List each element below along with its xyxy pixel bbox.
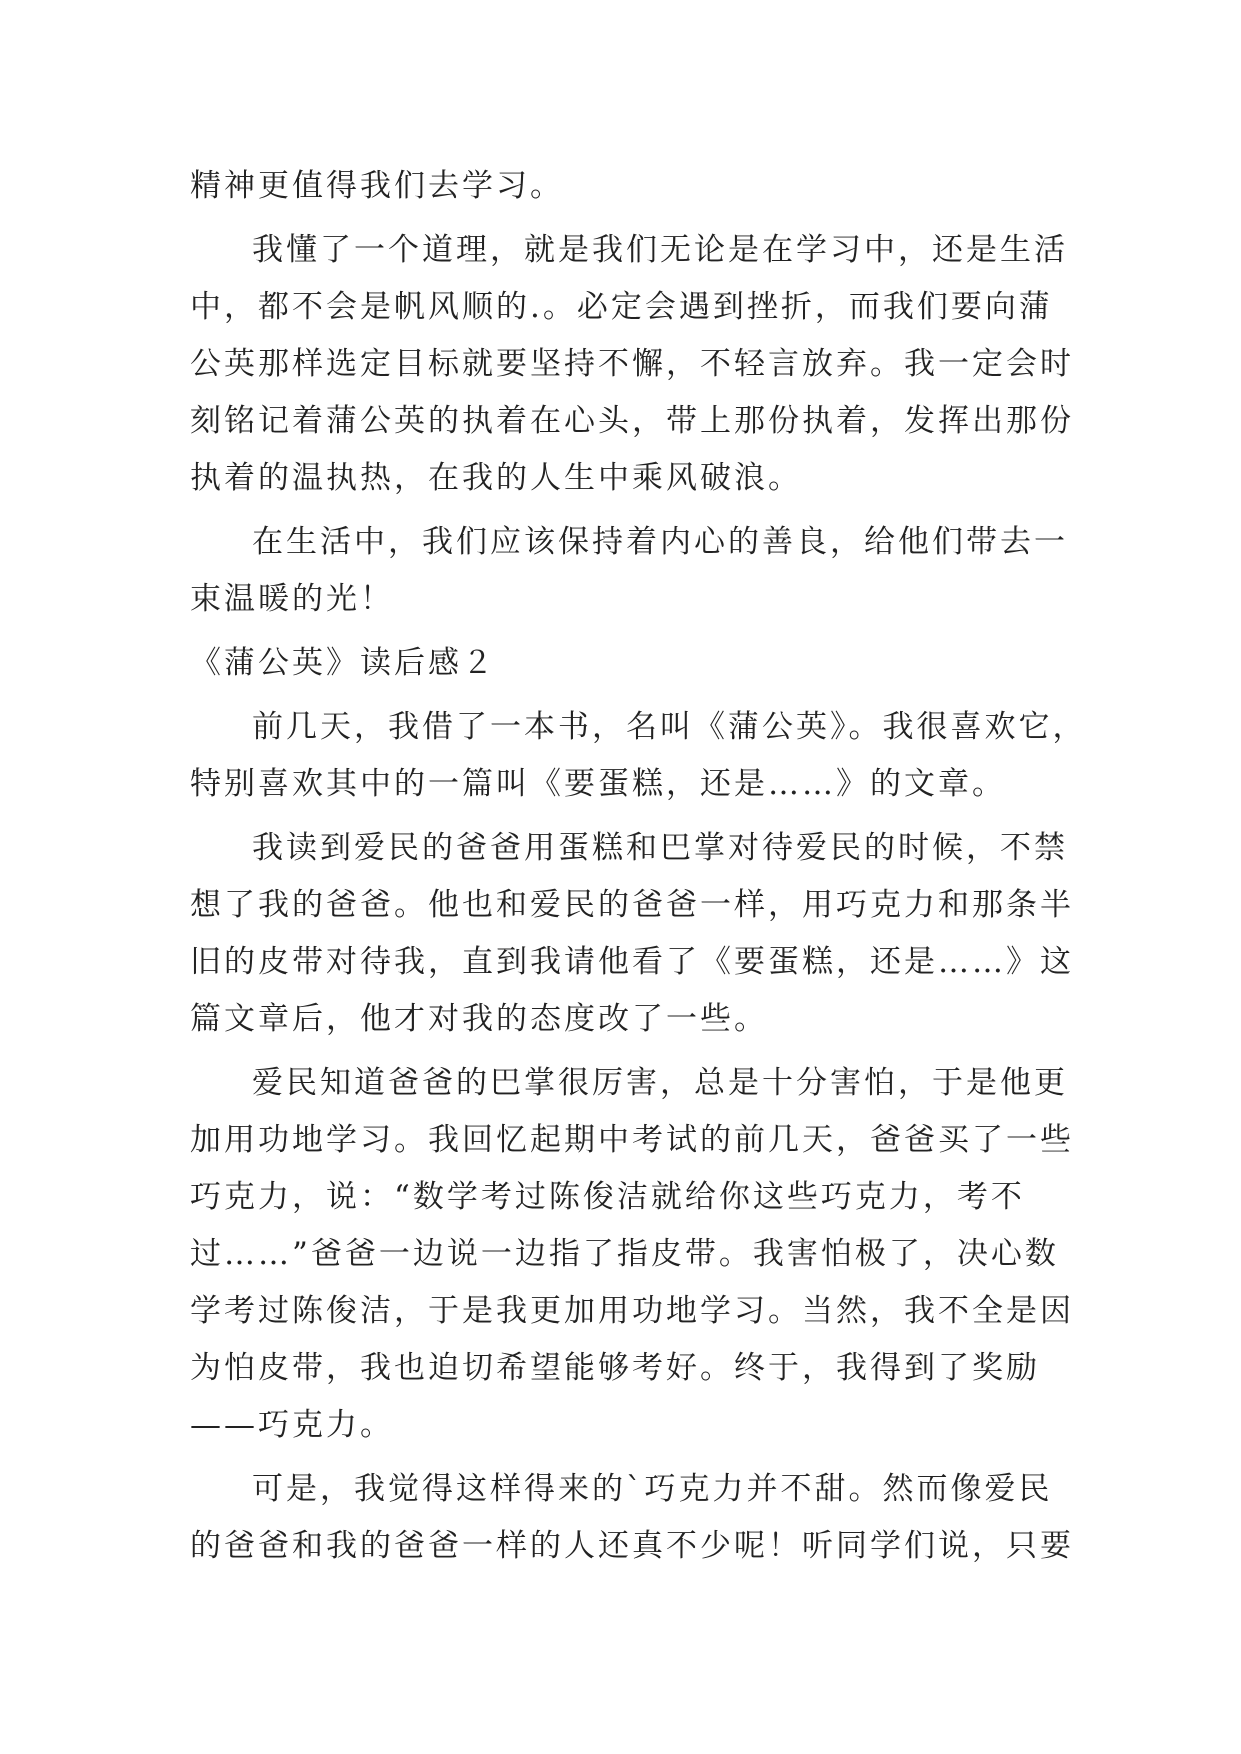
paragraph (190, 699, 1087, 813)
text-line: 精神更值得我们去学习。 (190, 168, 564, 204)
text-line: 加用功地学习。我回忆起期中考试的前几天，爸爸买了一些 (190, 1122, 1074, 1158)
text-line: 特别喜欢其中的一篇叫《要蛋糕，还是……》的文章。 (190, 766, 1006, 802)
paragraph (190, 222, 1074, 507)
section-heading (190, 635, 1060, 692)
text-line: 为怕皮带，我也迫切希望能够考好。终于，我得到了奖励 (190, 1350, 1040, 1386)
text-line: 中，都不会是帆风顺的.。必定会遇到挫折，而我们要向蒲 (190, 289, 1053, 325)
text-line: 篇文章后，他才对我的态度改了一些。 (190, 1001, 768, 1037)
paragraph (190, 1461, 1074, 1575)
text-line: 可是，我觉得这样得来的`巧克力并不甜。然而像爱民 (252, 1471, 1053, 1507)
text-line: 前几天，我借了一本书，名叫《蒲公英》。我很喜欢它， (252, 709, 1087, 745)
text-line: ——巧克力。 (190, 1407, 394, 1443)
text-line: 《蒲公英》读后感２ (190, 645, 496, 681)
text-line: 刻铭记着蒲公英的执着在心头，带上那份执着，发挥出那份 (190, 403, 1074, 439)
text-line: 的爸爸和我的爸爸一样的人还真不少呢！听同学们说，只要 (190, 1528, 1074, 1564)
text-line: 束温暖的光！ (190, 581, 394, 617)
text-line: 想了我的爸爸。他也和爱民的爸爸一样，用巧克力和那条半 (190, 887, 1074, 923)
text-line: 旧的皮带对待我，直到我请他看了《要蛋糕，还是……》这 (190, 944, 1074, 980)
paragraph (190, 514, 1068, 628)
paragraph (190, 820, 1074, 1048)
text-line: 公英那样选定目标就要坚持不懈，不轻言放弃。我一定会时 (190, 346, 1074, 382)
text-line: 过……”爸爸一边说一边指了指皮带。我害怕极了，决心数 (190, 1236, 1059, 1272)
paragraph (190, 158, 1060, 215)
text-line: 执着的温执热，在我的人生中乘风破浪。 (190, 460, 802, 496)
paragraph (190, 1055, 1074, 1454)
text-line: 我懂了一个道理，就是我们无论是在学习中，还是生活 (252, 232, 1068, 268)
text-line: 我读到爱民的爸爸用蛋糕和巴掌对待爱民的时候，不禁 (252, 830, 1068, 866)
text-line: 在生活中，我们应该保持着内心的善良，给他们带去一 (252, 524, 1068, 560)
document-body (190, 158, 1087, 1582)
text-line: 学考过陈俊洁，于是我更加用功地学习。当然，我不全是因 (190, 1293, 1074, 1329)
text-line: 巧克力，说：“数学考过陈俊洁就给你这些巧克力，考不 (190, 1179, 1025, 1215)
text-line: 爱民知道爸爸的巴掌很厉害，总是十分害怕，于是他更 (252, 1065, 1068, 1101)
